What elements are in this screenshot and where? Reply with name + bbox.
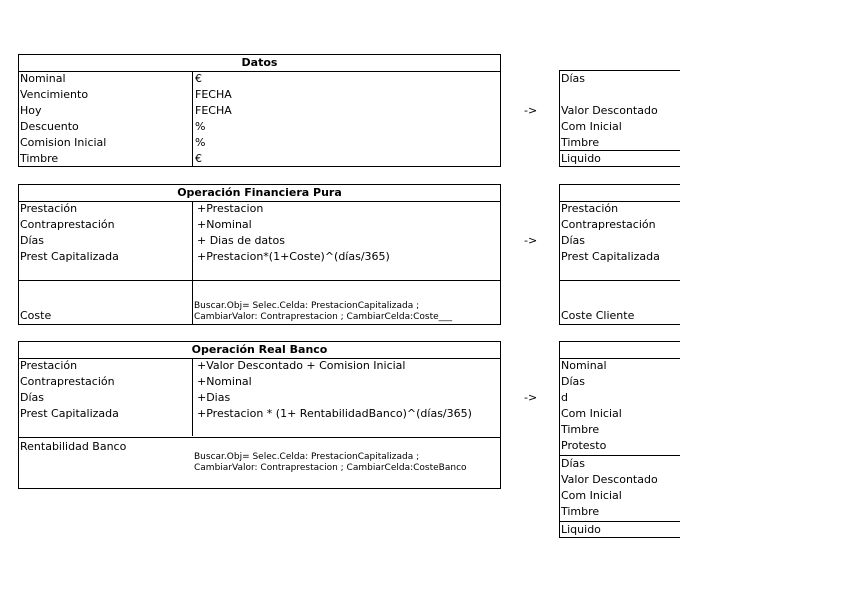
result-panel-pura	[559, 184, 680, 325]
result-liquido: Liquido	[561, 523, 601, 536]
result-timbre: Timbre	[561, 136, 600, 149]
pura-value-prest-capitalizada: +Prestacion*(1+Coste)^(días/365)	[197, 250, 390, 263]
column-divider	[192, 358, 193, 436]
arrow-banco: ->	[524, 391, 538, 404]
banco-value-prest-capitalizada: +Prestacion * (1+ RentabilidadBanco)^(días/365)	[197, 407, 472, 420]
banco-goal-seek-line1: Buscar.Obj= Selec.Celda: PrestacionCapitalizada ;	[194, 452, 420, 462]
banco-label-dias: Días	[20, 391, 44, 404]
datos-value-timbre: €	[195, 152, 202, 165]
result-dias: Días	[561, 375, 585, 388]
pura-label-coste: Coste	[20, 309, 52, 322]
result-contraprestacion: Contraprestación	[561, 218, 656, 231]
banco-table	[18, 341, 501, 489]
pura-label-dias: Días	[20, 234, 44, 247]
datos-label-nominal: Nominal	[20, 72, 66, 85]
banco-value-prestacion: +Valor Descontado + Comision Inicial	[197, 359, 406, 372]
row-divider	[19, 437, 500, 438]
result-d: d	[561, 391, 568, 404]
datos-title: Datos	[19, 55, 500, 72]
column-divider	[192, 201, 193, 324]
banco-goal-seek-line2: CambiarValor: Contraprestacion ; CambiarCelda:CosteBanco	[194, 463, 467, 473]
pura-label-contraprestacion: Contraprestación	[20, 218, 115, 231]
datos-value-nominal: €	[195, 72, 202, 85]
pura-title: Operación Financiera Pura	[19, 185, 500, 202]
result-prest-capitalizada: Prest Capitalizada	[561, 250, 660, 263]
result-com-inicial: Com Inicial	[561, 120, 622, 133]
pura-goal-seek-line2: CambiarValor: Contraprestacion ; CambiarCelda:Coste___	[194, 312, 453, 322]
result-prestacion: Prestación	[561, 202, 619, 215]
datos-label-hoy: Hoy	[20, 104, 42, 117]
banco-label-prestacion: Prestación	[20, 359, 78, 372]
pura-label-prest-capitalizada: Prest Capitalizada	[20, 250, 119, 263]
datos-label-comision: Comision Inicial	[20, 136, 107, 149]
pura-table	[18, 184, 501, 325]
row-divider	[560, 280, 680, 281]
result-dias: Días	[561, 234, 585, 247]
banco-label-prest-capitalizada: Prest Capitalizada	[20, 407, 119, 420]
result-dias-2: Días	[561, 457, 585, 470]
datos-value-descuento: %	[195, 120, 206, 133]
result-timbre: Timbre	[561, 423, 600, 436]
pura-value-prestacion: +Prestacion	[197, 202, 264, 215]
arrow-datos: ->	[524, 104, 538, 117]
banco-value-contraprestacion: +Nominal	[197, 375, 252, 388]
result-nominal: Nominal	[561, 359, 607, 372]
result-valor-descontado: Valor Descontado	[561, 473, 658, 486]
datos-label-vencimiento: Vencimiento	[20, 88, 89, 101]
result-coste-cliente: Coste Cliente	[561, 309, 635, 322]
datos-value-vencimiento: FECHA	[195, 88, 232, 101]
result-protesto: Protesto	[561, 439, 607, 452]
banco-title: Operación Real Banco	[19, 342, 500, 359]
pura-value-contraprestacion: +Nominal	[197, 218, 252, 231]
banco-value-dias: +Dias	[197, 391, 231, 404]
datos-label-descuento: Descuento	[20, 120, 79, 133]
banco-label-contraprestacion: Contraprestación	[20, 375, 115, 388]
pura-label-prestacion: Prestación	[20, 202, 78, 215]
result-valor-descontado: Valor Descontado	[561, 104, 658, 117]
banco-label-rentabilidad: Rentabilidad Banco	[20, 440, 127, 453]
arrow-pura: ->	[524, 234, 538, 247]
datos-label-timbre: Timbre	[20, 152, 59, 165]
row-divider	[19, 280, 500, 281]
result-liquido: Liquido	[561, 152, 601, 165]
result-com-inicial: Com Inicial	[561, 407, 622, 420]
result-panel-datos	[559, 70, 680, 167]
datos-table	[18, 54, 501, 167]
result-panel-banco	[559, 341, 680, 538]
datos-value-comision: %	[195, 136, 206, 149]
column-divider	[192, 71, 193, 166]
pura-value-dias: + Dias de datos	[197, 234, 285, 247]
datos-value-hoy: FECHA	[195, 104, 232, 117]
result-dias: Días	[561, 72, 585, 85]
pura-goal-seek-line1: Buscar.Obj= Selec.Celda: PrestacionCapitalizada ;	[194, 301, 420, 311]
result-timbre-2: Timbre	[561, 505, 600, 518]
result-com-inicial-2: Com Inicial	[561, 489, 622, 502]
